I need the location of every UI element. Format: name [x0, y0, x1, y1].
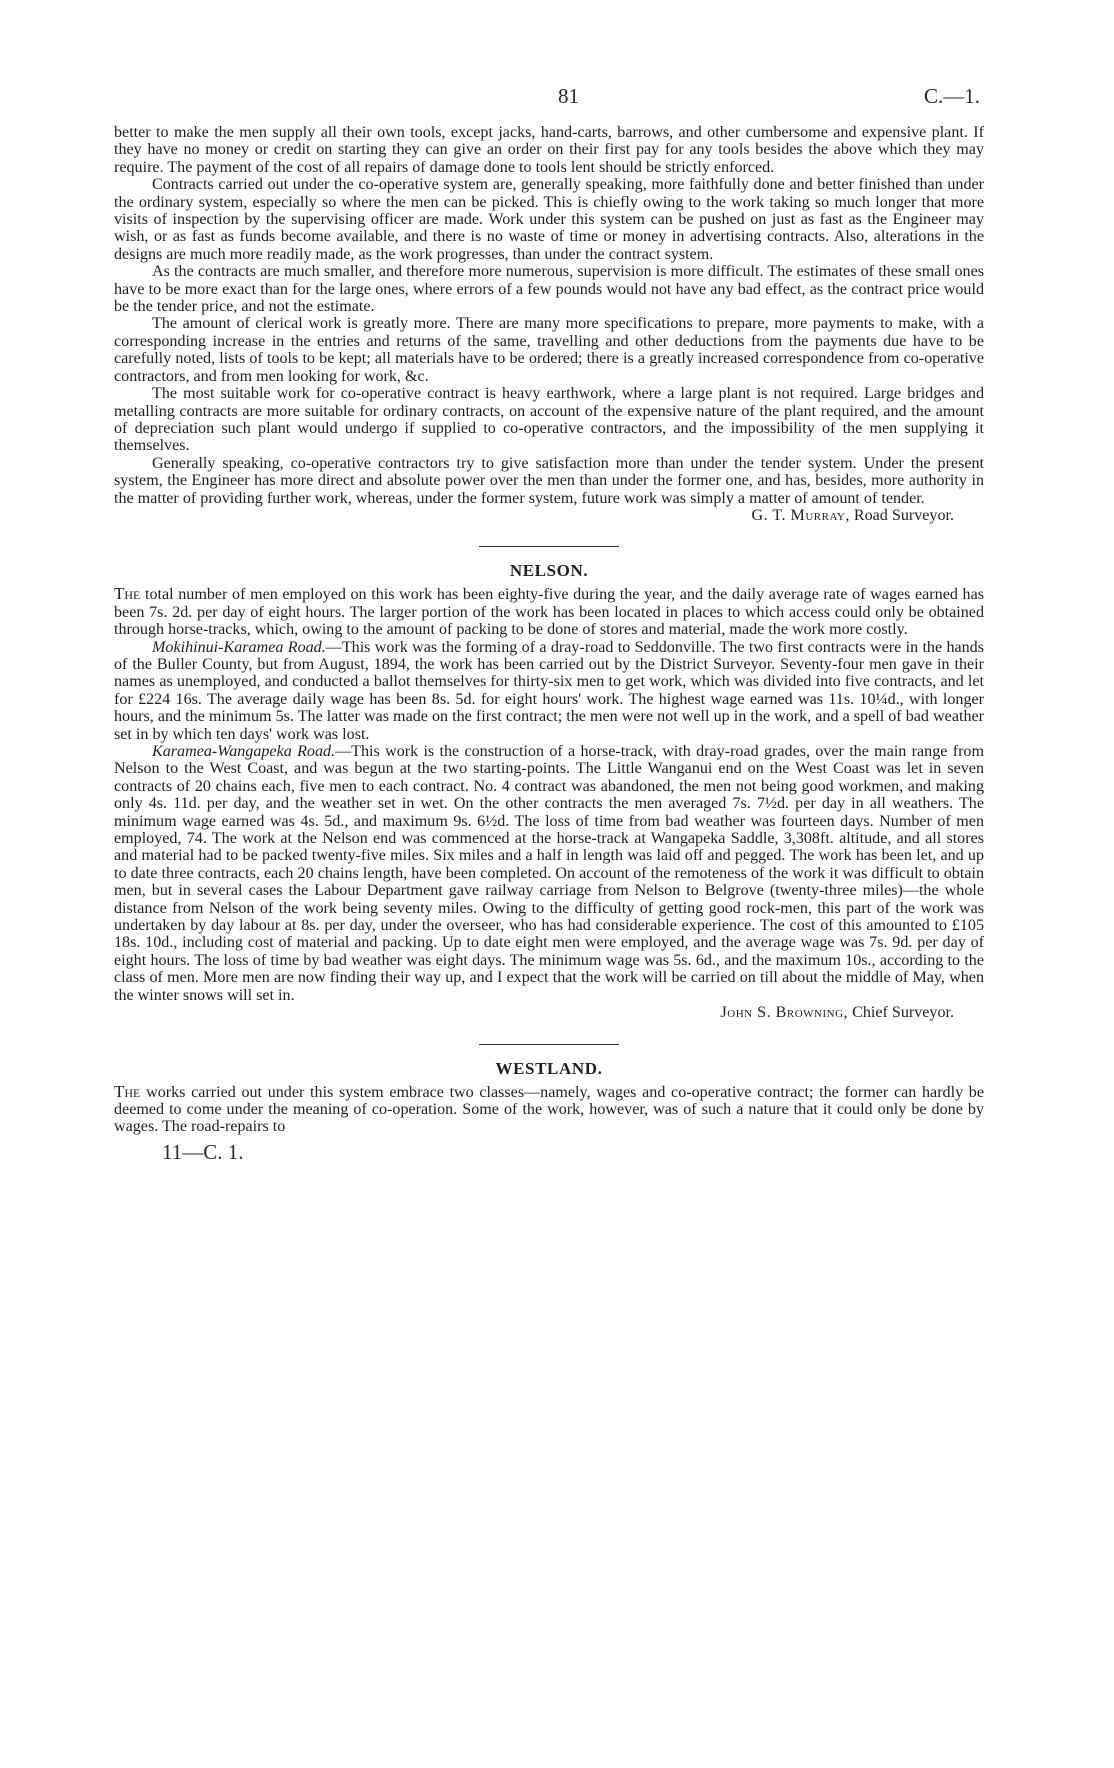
nelson-paragraph-1 [114, 585, 984, 638]
section-divider [479, 1044, 619, 1045]
section-divider [479, 546, 619, 547]
road-name-mokihinui: Mokihinui-Karamea Road. [152, 638, 326, 656]
intro-paragraph-4: The amount of clerical work is greatly more. There are many more specifications to prepare, more payments to make, with a corresponding increase in the entries and returns of the same, travelling and other deductions from the payments due have to be carefully noted, lists of tools to be kept; all materials have to be ordered; there is a greatly increased correspondence from co-operative contractors, and from men looking for work, &c. [114, 315, 984, 385]
printer-signature-mark: 11—C. 1. [162, 1139, 244, 1164]
intro-paragraph-1: better to make the men supply all their own tools, except jacks, hand-carts, barrows, and other cumbersome and expensive plant. If they have no money or credit on starting they can give an order on their first pay for any tools besides the above which they may require. The payment of the cost of all repairs of damage done to tools lent should be strictly enforced. [114, 124, 984, 176]
westland-heading: WESTLAND. [495, 1058, 603, 1078]
intro-signature-name: G. T. Murray, [751, 506, 850, 524]
intro-paragraph-5: The most suitable work for co-operative contract is heavy earthwork, where a large plant is not required. Large bridges and metalling contracts are more suitable for ordinary contracts, on account of the expensive nature of the plant required, and the amount of depreciation such plant would undergo if supplied to co-operative contractors, and the impossibility of the men supplying it themselves. [114, 385, 984, 455]
westland-paragraph-1 [114, 1083, 984, 1136]
westland-paragraph-1-text: works carried out under this system embrace two classes—namely, wages and co-operative contract; the former can hardly be deemed to come under the meaning of co-operation. Some of the work, however, was of such a nature that it could only be done by wages. The road-repairs to [114, 1083, 984, 1136]
road-name-karamea: Karamea-Wangapeka Road. [152, 743, 336, 760]
intro-signature [114, 507, 984, 524]
nelson-heading: NELSON. [509, 561, 589, 581]
page-content [114, 84, 984, 1165]
nelson-signature [114, 1004, 984, 1021]
intro-paragraph-2: Contracts carried out under the co-operative system are, generally speaking, more faithfully done and better finished than under the ordinary system, especially so where the men can be picked. This is chiefly owing to the work taking so much longer that more visits of inspection by the supervising officer are made. Work under this system can be pushed on just as fast as the Engineer may wish, or as fast as funds become available, and there is no waste of time or money in advertising contracts. Also, alterations in the designs are much more readily made, as the work progresses, than under the contract system. [114, 176, 984, 263]
nelson-paragraph-1-text: total number of men employed on this work has been eighty-five during the year, and the daily average rate of wages earned has been 7s. 2d. per day of eight hours. The larger portion of the work has been located in places to which access could only be obtained through horse-tracks, which, owing to the amount of packing to be done of stores and material, made the work more costly. [114, 586, 984, 639]
nelson-paragraph-3 [114, 743, 984, 1004]
nelson-lead-word: The [114, 584, 141, 604]
nelson-signature-title: Chief Surveyor. [848, 1004, 954, 1022]
nelson-signature-name: John S. Browning, [720, 1004, 849, 1022]
westland-lead-word: The [114, 1081, 141, 1101]
intro-section [114, 124, 984, 524]
intro-paragraph-6: Generally speaking, co-operative contractors try to give satisfaction more than under the tender system. Under the present system, the Engineer has more direct and absolute power over the men than under the former one, and has, besides, more authority in the matter of providing further work, whereas, under the former system, future work was simply a matter of amount of tender. [114, 454, 984, 507]
nelson-paragraph-2 [114, 639, 984, 743]
nelson-paragraph-3-text: —This work is the construction of a horse-track, with dray-road grades, over the main range from Nelson to the West Coast, and was begun at the two starting-points. The Little Wanganui end on the West Coast was let in seven contracts of 20 chains each, five men to each contract. No. 4 contract was abandoned, the men not being good workmen, and making only 4s. 11d. per day, and the weather set in wet. On the other contracts the men averaged 7s. 7½d. per day in all weathers. The minimum wage earned was 4s. 5d., and maximum 9s. 6½d. The loss of time from bad weather was fourteen days. Number of men employed, 74. The work at the Nelson end was commenced at the horse-track at Wangapeka Saddle, 3,308ft. altitude, and all stores and material had to be packed twenty-five miles. Six miles and a half in length was laid off and pegged. The work has been let, and up to date three contracts, each 20 chains length, have been completed. On account of the remoteness of the work it was difficult to obtain men, but in several cases the Labour Department gave railway carriage from Nelson to Belgrove (twenty-three miles)—the whole distance from Nelson of the work being seventy miles. Owing to the difficulty of getting good rock-men, this part of the work was undertaken by day labour at 8s. per day, under the overseer, who has had considerable experience. The cost of this amounted to £105 18s. 10d., including cost of material and packing. Up to date eight men were employed, and the average wage was 7s. 9d. per day of eight hours. The loss of time by bad weather was eight days. The minimum wage was 5s. 6d., and the maximum 10s., according to the class of men. More men are now finding their way up, and I expect that the work will be carried on till about the middle of May, when the winter snows will set in. [114, 743, 984, 1004]
document-reference: C.—1. [923, 84, 980, 108]
running-header [114, 84, 984, 114]
page-number: 81 [558, 84, 579, 108]
nelson-paragraph-2-text: —This work was the forming of a dray-road to Seddonville. The two first contracts were in the hands of the Buller County, but from August, 1894, the work has been carried out by the District Surveyor. Seventy-four men gave in their names as unemployed, and conducted a ballot themselves for thirty-six men to get work, which was divided into five contracts, and let for £224 16s. The average daily wage has been 8s. 5d. for eight hours' work. The highest wage earned was 11s. 10¼d., with longer hours, and the minimum 5s. The latter was made on the first contract; the men were not well up in the work, and a spell of bad weather set in by which ten days' work was lost. [114, 638, 984, 743]
westland-section [114, 1059, 984, 1136]
intro-paragraph-3: As the contracts are much smaller, and therefore more numerous, supervision is more difficult. The estimates of these small ones have to be more exact than for the large ones, where errors of a few pounds would not have any bad effect, as the contract price would be the tender price, and not the estimate. [114, 263, 984, 316]
nelson-section [114, 561, 984, 1021]
intro-signature-title: Road Surveyor. [849, 506, 954, 524]
